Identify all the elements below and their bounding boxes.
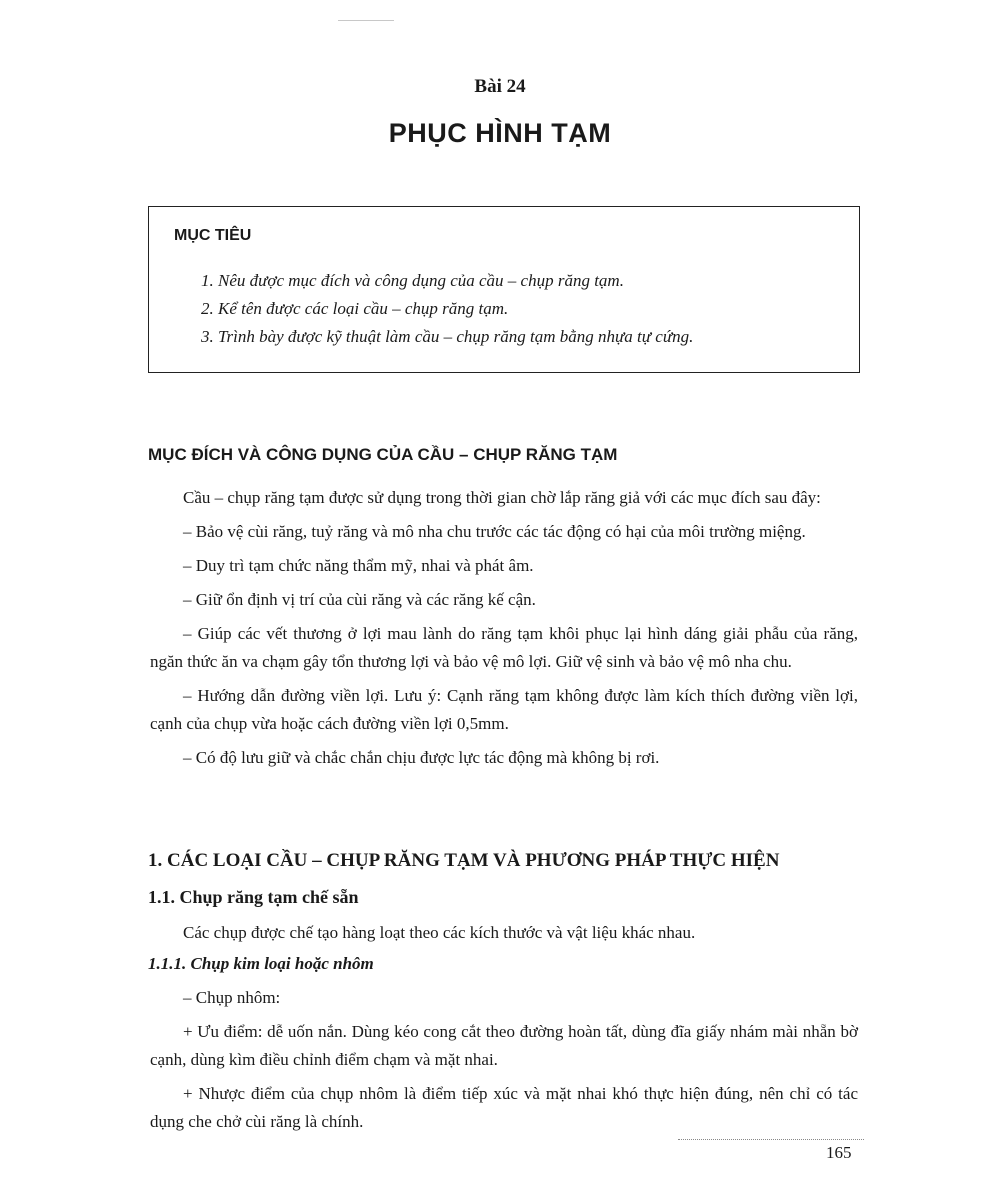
subsection-1-1-1-body (150, 984, 858, 1142)
paragraph: – Giữ ổn định vị trí của cùi răng và các răng kế cận. (183, 590, 536, 609)
paragraph: – Bảo vệ cùi răng, tuỷ răng và mô nha chu trước các tác động có hại của môi trường miệng. (183, 522, 806, 541)
lesson-title: PHỤC HÌNH TẠM (388, 118, 612, 148)
page-number: 165 (826, 1143, 852, 1162)
objective-item: 1. Nêu được mục đích và công dụng của cầu – chụp răng tạm. (201, 271, 624, 290)
objectives-heading: MỤC TIÊU (174, 227, 252, 244)
footer-rule (678, 1139, 864, 1141)
lesson-label: Bài 24 (474, 76, 526, 97)
paragraph: – Giúp các vết thương ở lợi mau lành do răng tạm khôi phục lại hình dáng giải phẫu của răng, ngăn thức ăn va chạm gây tổn thương lợi và bảo vệ mô lợi. Giữ vệ sinh và bảo vệ mô nha chu. (150, 624, 858, 671)
objectives-box (148, 206, 860, 373)
section-heading-purpose: MỤC ĐÍCH VÀ CÔNG DỤNG CỦA CẦU – CHỤP RĂNG TẠM (148, 445, 618, 464)
objectives-list (201, 267, 693, 351)
paragraph: – Duy trì tạm chức năng thẩm mỹ, nhai và phát âm. (183, 556, 534, 575)
objective-item: 3. Trình bày được kỹ thuật làm cầu – chụp răng tạm bằng nhựa tự cứng. (201, 327, 694, 346)
subsection-heading-1-1-1: 1.1.1. Chụp kim loại hoặc nhôm (148, 954, 374, 973)
subsection-heading-1-1: 1.1. Chụp răng tạm chế sẵn (148, 887, 359, 907)
top-edge-mark (338, 20, 394, 21)
paragraph: + Nhược điểm của chụp nhôm là điểm tiếp xúc và mặt nhai khó thực hiện đúng, nên chỉ có tác dụng che chở cùi răng là chính. (150, 1084, 858, 1131)
objective-item: 2. Kể tên được các loại cầu – chụp răng tạm. (201, 299, 509, 318)
section-heading-1: 1. CÁC LOẠI CẦU – CHỤP RĂNG TẠM VÀ PHƯƠNG PHÁP THỰC HIỆN (148, 850, 780, 871)
paragraph: Các chụp được chế tạo hàng loạt theo các kích thước và vật liệu khác nhau. (183, 923, 696, 942)
purpose-body (150, 484, 858, 778)
paragraph: – Chụp nhôm: (183, 988, 281, 1007)
paragraph: + Ưu điểm: dễ uốn nắn. Dùng kéo cong cắt theo đường hoàn tất, dùng đĩa giấy nhám mài nhẵn bờ cạnh, dùng kìm điều chỉnh điểm chạm và mặt nhai. (150, 1022, 858, 1069)
paragraph: – Có độ lưu giữ và chắc chắn chịu được lực tác động mà không bị rơi. (183, 748, 660, 767)
paragraph: Cầu – chụp răng tạm được sử dụng trong thời gian chờ lắp răng giả với các mục đích sau đây: (183, 488, 821, 507)
paragraph: – Hướng dẫn đường viền lợi. Lưu ý: Cạnh răng tạm không được làm kích thích đường viền lợi, cạnh của chụp vừa hoặc cách đường viền lợi 0,5mm. (150, 686, 858, 733)
